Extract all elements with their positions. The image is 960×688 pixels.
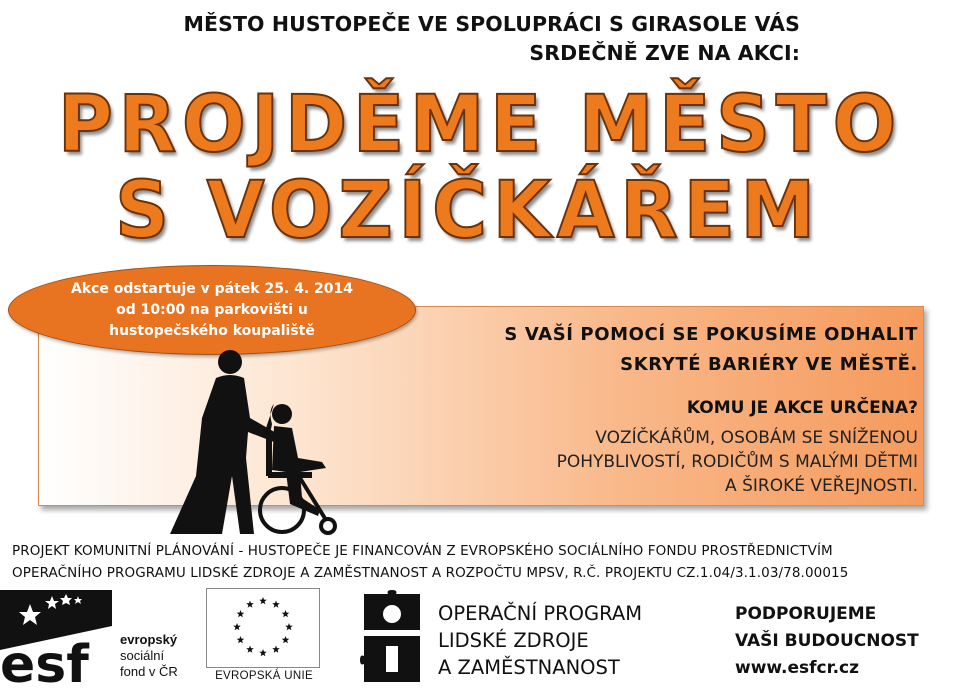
esf-caption-line-1: evropský [120, 632, 178, 647]
support-line-2: VAŠI BUDOUCNOST [735, 631, 919, 651]
audience-text [557, 426, 918, 498]
esf-caption-line-3: fond v ČR [120, 664, 178, 679]
audience-line-1: VOZÍČKÁŘŮM, OSOBÁM SE SNÍŽENOU [595, 428, 918, 448]
support-url[interactable]: www.esfcr.cz [735, 658, 859, 678]
eu-star [282, 636, 290, 643]
op-lzz-text [438, 600, 642, 681]
eu-star [246, 600, 254, 607]
audience-question: KOMU JE AKCE URČENA? [686, 398, 918, 418]
event-line-2: od 10:00 na parkovišti u [116, 301, 308, 318]
footer-line-2: OPERAČNÍHO PROGRAMU LIDSKÉ ZDROJE A ZAMĚSTNANOST A ROZPOČTU MPSV, R.Č. PROJEKTU CZ.1.04/3.1.03/78.00015 [12, 565, 849, 581]
op-line-2: LIDSKÉ ZDROJE [438, 629, 589, 652]
eu-star [259, 649, 267, 656]
title-line-1: PROJDĚME MĚSTO [57, 80, 903, 170]
header-line-1: MĚSTO HUSTOPEČE VE SPOLUPRÁCI S GIRASOLE VÁS [183, 12, 800, 36]
goal-line-2: SKRYTÉ BARIÉRY VE MĚSTĚ. [620, 354, 918, 375]
support-line-1: PODPORUJEME [735, 604, 877, 624]
event-line-3: hustopečského koupaliště [109, 322, 315, 339]
eu-star [272, 646, 280, 653]
audience-line-3: A ŠIROKÉ VEŘEJNOSTI. [725, 476, 918, 496]
eu-stars-icon [207, 589, 319, 667]
eu-star [272, 600, 280, 607]
eu-star [285, 623, 293, 630]
eu-star [237, 636, 245, 643]
esf-mark: esf [0, 635, 89, 688]
support-text [735, 601, 919, 682]
event-line-1: Akce odstartuje v pátek 25. 4. 2014 [70, 280, 354, 297]
eu-star [237, 610, 245, 617]
footer-line-1: PROJEKT KOMUNITNÍ PLÁNOVÁNÍ - HUSTOPEČE JE FINANCOVÁN Z EVROPSKÉHO SOCIÁLNÍHO FONDU PROSTŘEDNICTVÍM [12, 543, 833, 559]
esf-caption [120, 632, 178, 680]
op-line-1: OPERAČNÍ PROGRAM [438, 602, 643, 625]
eu-label: EVROPSKÁ UNIE [215, 670, 313, 682]
event-details-ellipse [8, 265, 416, 355]
header-line-2: SRDEČNĚ ZVE NA AKCI: [529, 41, 800, 65]
goal-text [504, 320, 918, 380]
eu-star [246, 646, 254, 653]
puzzle-logo-icon [360, 590, 426, 686]
eu-star [233, 623, 241, 630]
invitation-header [184, 10, 801, 68]
op-line-3: A ZAMĚSTNANOST [438, 656, 620, 679]
title-line-2: S VOZÍČKÁŘEM [115, 166, 821, 256]
wheelchair-silhouette-icon [150, 348, 370, 536]
goal-line-1: S VAŠÍ POMOCÍ SE POKUSÍME ODHALIT [504, 324, 918, 345]
eu-star [282, 610, 290, 617]
eu-star [259, 597, 267, 604]
eu-flag [206, 588, 320, 668]
audience-line-2: POHYBLIVOSTÍ, RODIČŮM S MALÝMI DĚTMI [556, 452, 918, 472]
esf-caption-line-2: sociální [120, 648, 165, 663]
project-funding-text [12, 540, 952, 584]
